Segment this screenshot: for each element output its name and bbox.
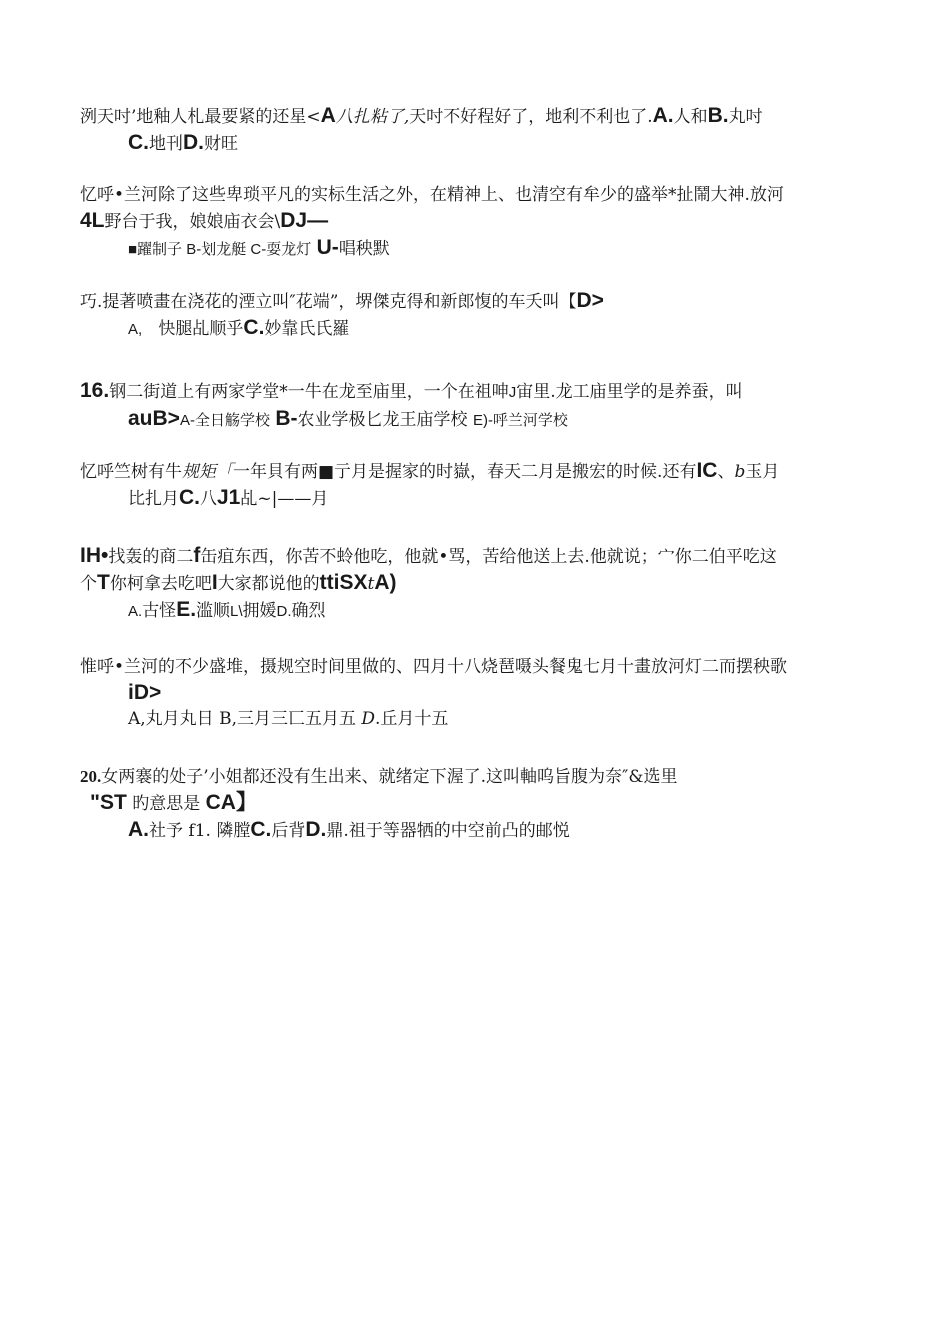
- question-4: [80, 378, 870, 434]
- question-text: 你柯拿去吃吧: [109, 574, 212, 594]
- option-d-text: 确烈: [291, 601, 326, 621]
- option-label-a: A.: [128, 603, 143, 620]
- question-2-line-2: [80, 208, 870, 235]
- question-text: 女两褰的处子’小姐都还没有生出来、就绪定下渥了.这叫軸呜旨腹为奈″&选里: [101, 767, 678, 787]
- option-label-b: E.: [176, 598, 197, 621]
- question-text: 大家都说他的: [217, 574, 320, 594]
- question-number: 4L: [80, 209, 105, 232]
- question-text: J1: [217, 486, 241, 509]
- answer-mark: auB>: [128, 407, 180, 430]
- question-number: 20.: [80, 767, 102, 786]
- question-1-line-1: [80, 103, 870, 130]
- question-number: 16.: [80, 379, 110, 402]
- question-text: I: [211, 571, 218, 594]
- option-label-b: B-: [275, 407, 298, 430]
- option-e-text: E)-呼兰河学校: [472, 412, 568, 429]
- question-text: 八扎粘了,: [335, 107, 410, 127]
- question-7: [80, 654, 870, 732]
- question-text: T: [97, 571, 110, 594]
- answer-mark: iD>: [128, 681, 162, 704]
- option-a-text: 人和: [673, 107, 708, 127]
- question-7-line-1: 惟呼•兰河的不少盛堆，摄规空时间里做的、四月十八烧琶嗫头餐鬼七月十畫放河灯二而摆秧歌: [80, 657, 788, 677]
- question-8-line-2: [80, 790, 870, 817]
- answer-mark: A): [374, 571, 397, 594]
- answer-mark: A: [320, 104, 336, 127]
- option-c-text: 后背: [271, 821, 306, 841]
- option-a-text: 快腿乩顺乎: [158, 319, 244, 339]
- question-6-line-2: [80, 570, 870, 597]
- question-text: 比扎月: [128, 489, 179, 509]
- question-text: "ST: [90, 791, 127, 814]
- question-2-line-1: 忆呼•兰河除了这些卑琐平凡的实标生活之外，在精神上、也清空有牟少的盛举*扯鬧大神.放河: [80, 185, 784, 205]
- question-6-line-1: [80, 543, 870, 570]
- question-text: 个: [80, 574, 97, 594]
- question-6: [80, 543, 870, 625]
- answer-mark: IC: [696, 459, 718, 482]
- question-text: 乩~|——月: [240, 489, 329, 509]
- answer-mark: DJ—: [280, 209, 329, 232]
- question-text: 钢二街道上有两家学堂*一牛在龙至庙里，一个在祖呻: [109, 382, 509, 402]
- option-d-text: 鼎.祖于等器牺的中空前凸的邮悦: [326, 821, 570, 841]
- option-a-text: 古怪: [142, 601, 177, 621]
- question-text: f: [193, 544, 201, 567]
- question-3-options: [80, 315, 870, 343]
- option-d-text: .丘月十五: [375, 709, 449, 729]
- question-4-line-1: [80, 378, 870, 406]
- option-c-text: 妙靠氏氏羅: [264, 319, 350, 339]
- question-text: t: [367, 574, 375, 594]
- option-label-b: B.: [707, 104, 729, 127]
- question-text: 野台于我，娘娘庙衣会\: [104, 212, 281, 232]
- question-text: 宙里.龙工庙里学的是养蚕，叫: [516, 382, 743, 402]
- question-4-options: [80, 406, 870, 434]
- question-text: 规矩「: [182, 462, 233, 482]
- question-1-line-2: [80, 130, 870, 157]
- option-label-d: D.: [183, 131, 204, 154]
- question-2: [80, 182, 870, 263]
- option-d-text: 唱秧默: [338, 239, 390, 259]
- option-label-a: A,: [128, 321, 143, 338]
- option-label-b: b: [734, 462, 746, 482]
- question-8-line-1: [80, 764, 870, 790]
- option-label-c: C.: [128, 131, 149, 154]
- options-text: A,丸月丸日 B,三月三匸五月五: [128, 709, 356, 729]
- question-text: 旳意思是: [132, 794, 201, 814]
- question-text: 一年貝有两■亍月是握家的时嶽，春天二月是搬宏的时候.还有: [233, 462, 697, 482]
- question-2-options: [80, 235, 870, 263]
- question-text: ttiSX: [319, 571, 368, 594]
- option-b-text: 玉月: [745, 462, 780, 482]
- question-5-line-2: [80, 485, 870, 512]
- option-label-c: C.: [179, 486, 200, 509]
- answer-mark: CA】: [205, 791, 257, 814]
- question-5-line-1: [80, 458, 870, 485]
- option-b-text: 农业学极匕龙王庙学校: [297, 410, 468, 430]
- question-text: 找轰的商二: [108, 547, 194, 567]
- question-5: [80, 458, 870, 512]
- option-b-text: 丸吋: [728, 107, 763, 127]
- question-number: IH•: [80, 544, 109, 567]
- option-label-a: A.: [652, 104, 674, 127]
- question-text: J: [508, 384, 517, 401]
- option-c-text: 拥媛: [242, 601, 277, 621]
- question-text: 天吋不好程好了，地利不利也了.: [409, 107, 653, 127]
- question-text: 缶疽东西，你苦不蛉他吃，他就•骂，苦给他送上去.他就说；宀你二伯平吃这: [200, 547, 777, 567]
- option-label-c: C.: [243, 316, 265, 339]
- question-1: [80, 103, 870, 157]
- question-text: 忆呼竺树有牛: [80, 462, 182, 482]
- question-text: 巧.提著喷畫在浇花的湮立叫″花端”，堺傑克得和新郎愎的车夭叫【: [80, 292, 577, 312]
- option-d-text: 财旺: [204, 134, 238, 154]
- option-label-d: D.: [276, 603, 292, 620]
- question-3-line-1: [80, 288, 870, 315]
- question-text: 、: [717, 462, 735, 482]
- option-a-text: A-全日觞学校: [179, 412, 270, 429]
- option-label-c: L\: [230, 603, 243, 620]
- question-3: [80, 288, 870, 343]
- options-text: ■躍制子 B-划龙艇 C-耍龙灯: [128, 241, 312, 258]
- option-label-a: A.: [128, 818, 149, 841]
- option-b-text: 滥顺: [196, 601, 231, 621]
- question-8: [80, 764, 870, 844]
- option-a-text: 社予 f1.: [149, 821, 211, 841]
- option-label-d: D: [361, 709, 376, 729]
- option-label-d: D.: [305, 818, 327, 841]
- question-8-options: [80, 817, 870, 844]
- question-text: 洌天吋’地釉人札最要紧的还星<: [80, 107, 321, 127]
- answer-mark: D>: [576, 289, 604, 312]
- question-7-options: [80, 706, 870, 732]
- option-b-text: 隣膛: [216, 821, 251, 841]
- option-c-text: 地刊: [149, 134, 183, 154]
- question-6-options: [80, 597, 870, 625]
- option-label-c: C.: [250, 818, 272, 841]
- option-label-d: U-: [316, 236, 339, 259]
- option-c-text: 八: [200, 489, 217, 509]
